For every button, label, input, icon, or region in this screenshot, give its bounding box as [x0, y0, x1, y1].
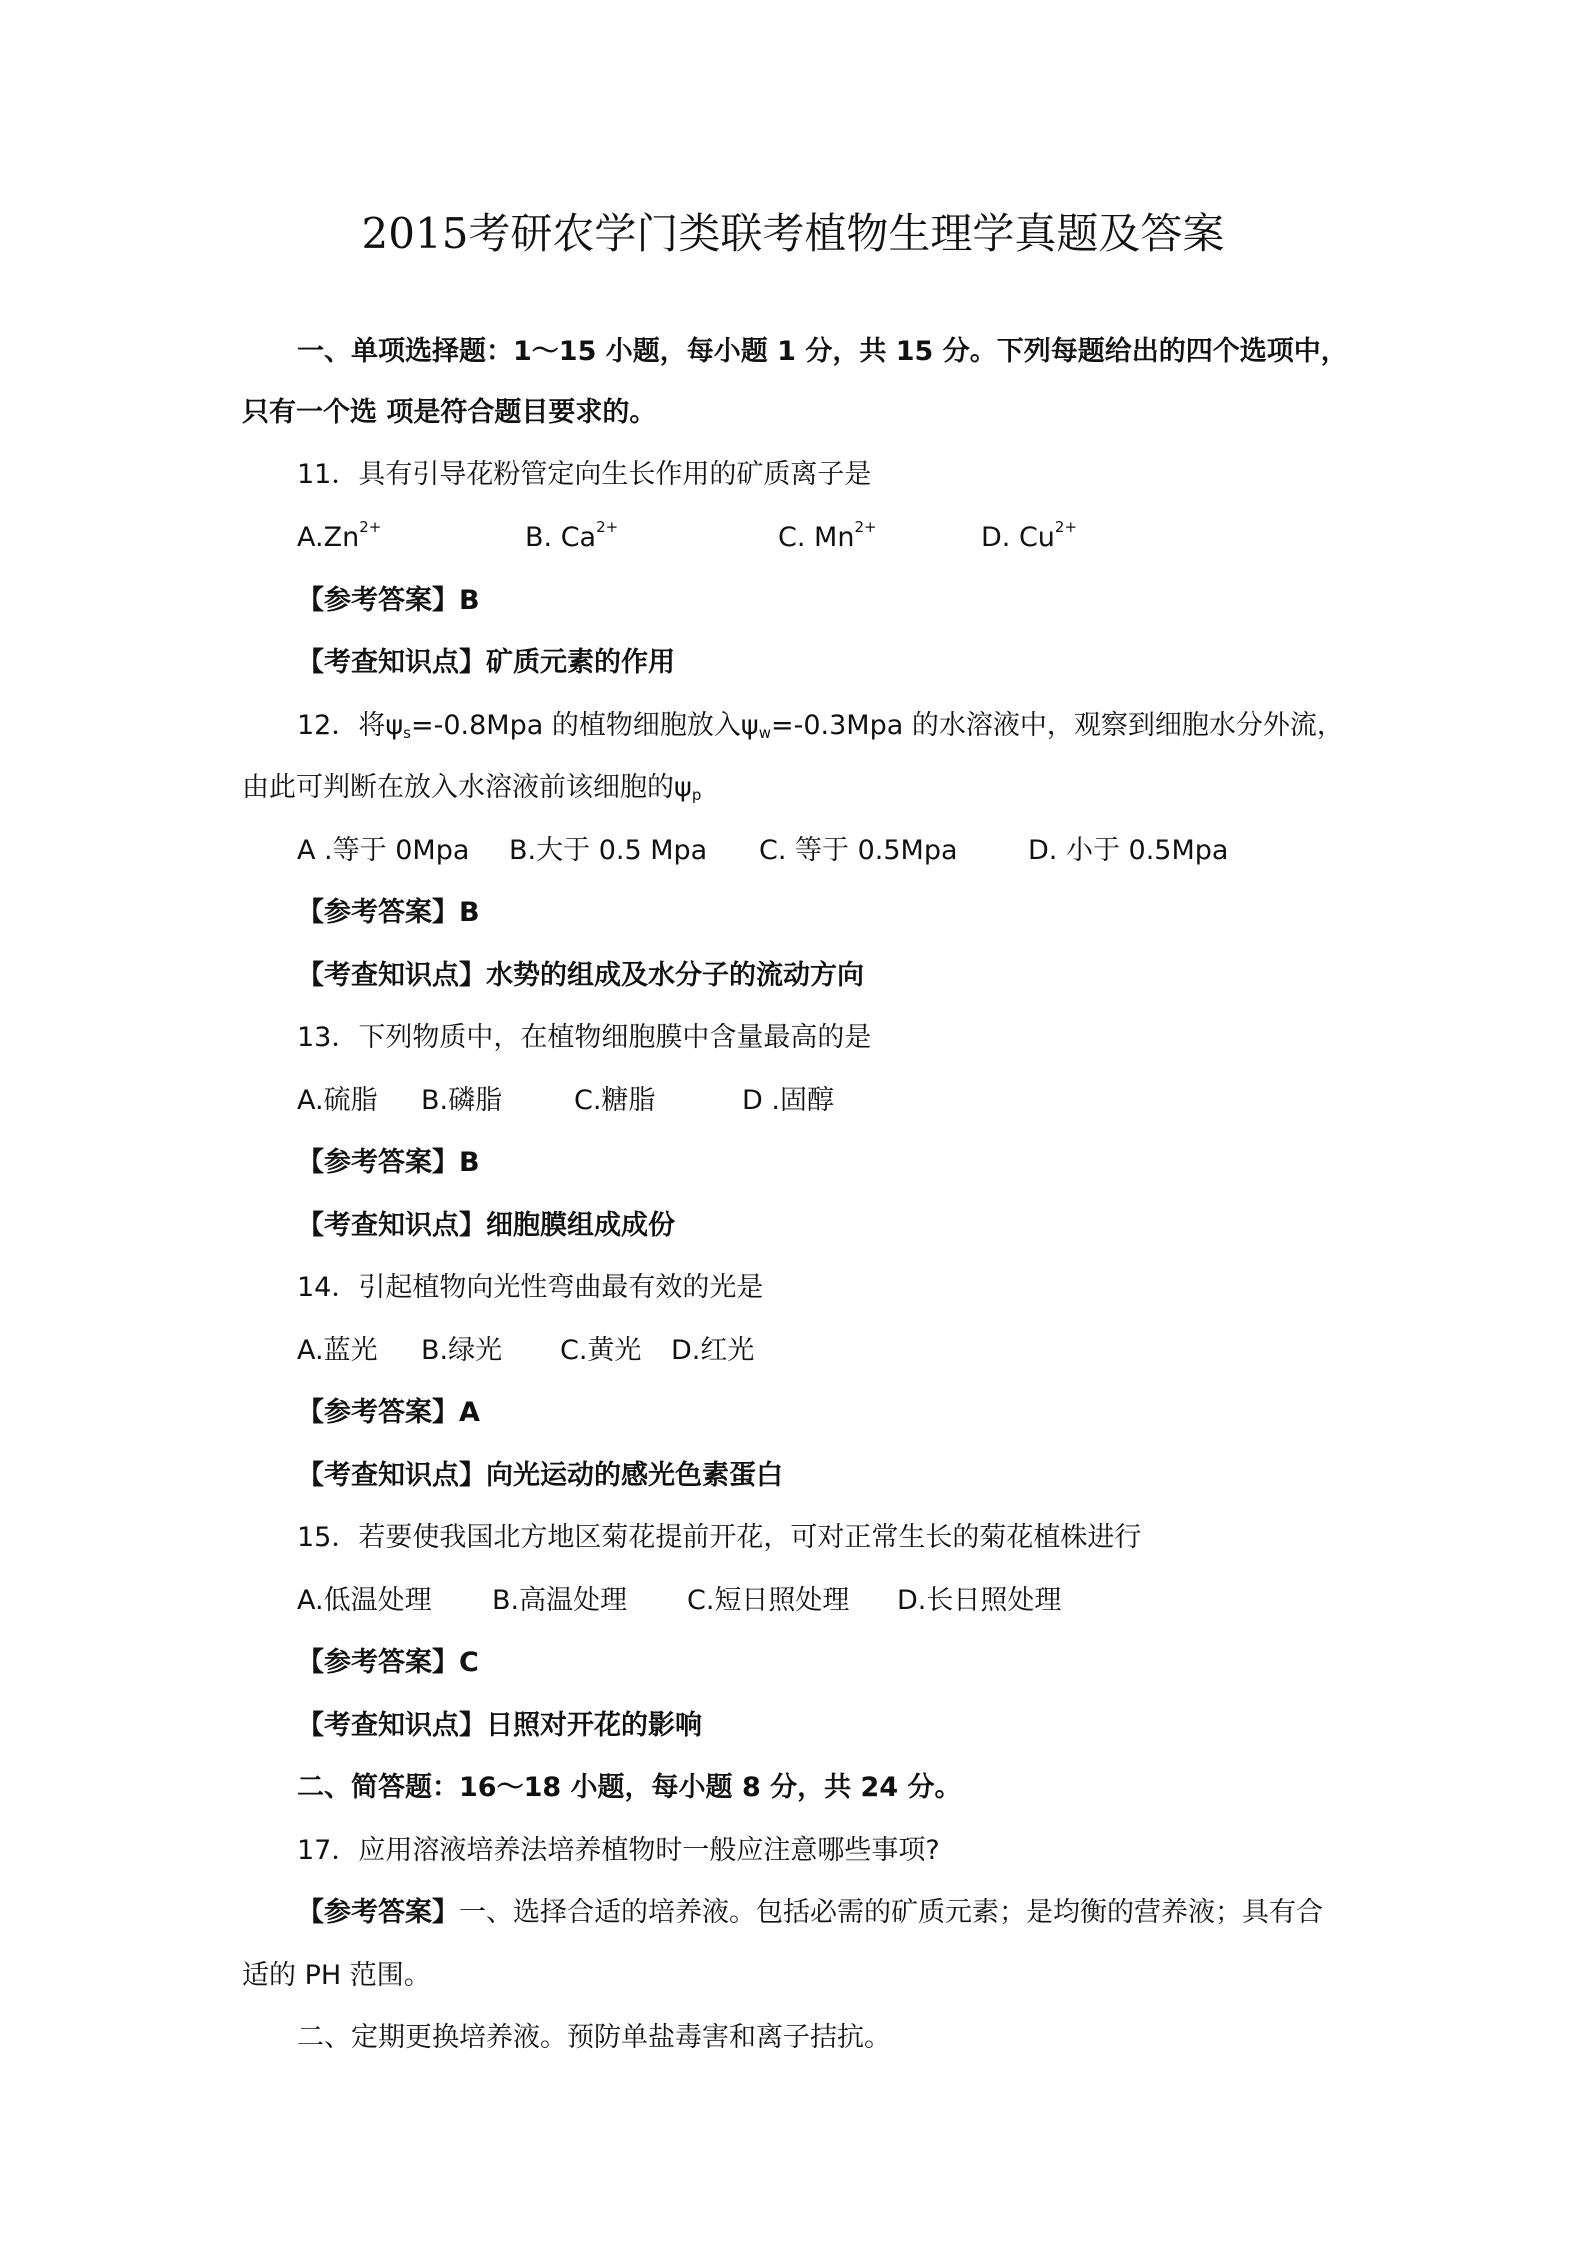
q14-stem: 14．引起植物向光性弯曲最有效的光是	[297, 1272, 764, 1303]
q13-stem: 13．下列物质中，在植物细胞膜中含量最高的是	[297, 1022, 872, 1053]
q17-answer-text: 一、选择合适的培养液。包括必需的矿质元素；是均衡的营养液；具有合	[459, 1897, 1323, 1928]
page-title: 2015考研农学门类联考植物生理学真题及答案	[361, 209, 1225, 258]
q17-answer-label: 【参考答案】	[297, 1897, 459, 1928]
q14-option-d: D.红光	[671, 1335, 755, 1366]
q17-answer-line2: 适的 PH 范围。	[242, 1960, 431, 1991]
q11-knowledge: 【考查知识点】矿质元素的作用	[297, 647, 675, 678]
q15-option-b: B.高温处理	[492, 1585, 628, 1616]
q14-option-c: C.黄光	[560, 1335, 642, 1366]
q17-stem: 17．应用溶液培养法培养植物时一般应注意哪些事项?	[297, 1835, 940, 1866]
q12-option-a: A .等于 0Mpa	[297, 835, 470, 866]
q14-knowledge: 【考查知识点】向光运动的感光色素蛋白	[297, 1460, 783, 1491]
section1-header-line1: 一、单项选择题：1～15 小题，每小题 1 分，共 15 分。下列每题给出的四个选项中，	[297, 336, 1348, 367]
q11-option-b: B. $Ca^{2+}$	[525, 518, 619, 553]
q13-option-a: A.硫脂	[297, 1085, 378, 1116]
q12-answer: 【参考答案】B	[297, 897, 480, 928]
q14-option-a: A.蓝光	[297, 1335, 378, 1366]
q14-option-b: B.绿光	[421, 1335, 503, 1366]
q17-answer-line1	[297, 1893, 1323, 1933]
q17-answer-line3: 二、定期更换培养液。预防单盐毒害和离子拮抗。	[297, 2022, 891, 2053]
q12-option-c: C. 等于 0.5Mpa	[759, 835, 958, 866]
q15-knowledge: 【考查知识点】日照对开花的影响	[297, 1710, 702, 1741]
q11-option-d: D. $Cu^{2+}$	[981, 518, 1078, 553]
q11-answer: 【参考答案】B	[297, 585, 480, 616]
q13-option-c: C.糖脂	[574, 1085, 656, 1116]
q11-option-c: C. $Mn^{2+}$	[778, 518, 877, 553]
q12-option-d: D. 小于 0.5Mpa	[1028, 835, 1229, 866]
q15-option-c: C.短日照处理	[687, 1585, 850, 1616]
q15-stem: 15．若要使我国北方地区菊花提前开花，可对正常生长的菊花植株进行	[297, 1522, 1142, 1553]
q14-answer: 【参考答案】A	[297, 1397, 480, 1428]
q15-option-a: A.低温处理	[297, 1585, 432, 1616]
q13-option-d: D .固醇	[742, 1085, 834, 1116]
q13-knowledge: 【考查知识点】细胞膜组成成份	[297, 1210, 675, 1241]
q11-option-a: $A.Zn^{2+}$	[297, 518, 382, 553]
q12-option-b: B.大于 0.5 Mpa	[509, 835, 708, 866]
q12-stem-line2: 由此可判断在放入水溶液前该细胞的$\psi_p$	[242, 772, 702, 804]
q13-answer: 【参考答案】B	[297, 1147, 480, 1178]
q13-option-b: B.磷脂	[421, 1085, 503, 1116]
q11-stem: 11．具有引导花粉管定向生长作用的矿质离子是	[297, 459, 872, 490]
q15-answer: 【参考答案】C	[297, 1647, 479, 1678]
q15-option-d: D.长日照处理	[897, 1585, 1062, 1616]
section1-header-line2: 只有一个选 项是符合题目要求的。	[242, 397, 657, 428]
q12-stem-line1: 12．将$\psi_s=-0.8Mpa$ 的植物细胞放入$\psi_w=-0.3Mpa$ 的水溶液中，观察到细胞水分外流，	[297, 710, 1344, 742]
section2-header: 二、简答题：16～18 小题，每小题 8 分，共 24 分。	[297, 1772, 962, 1803]
q12-knowledge: 【考查知识点】水势的组成及水分子的流动方向	[297, 960, 864, 991]
